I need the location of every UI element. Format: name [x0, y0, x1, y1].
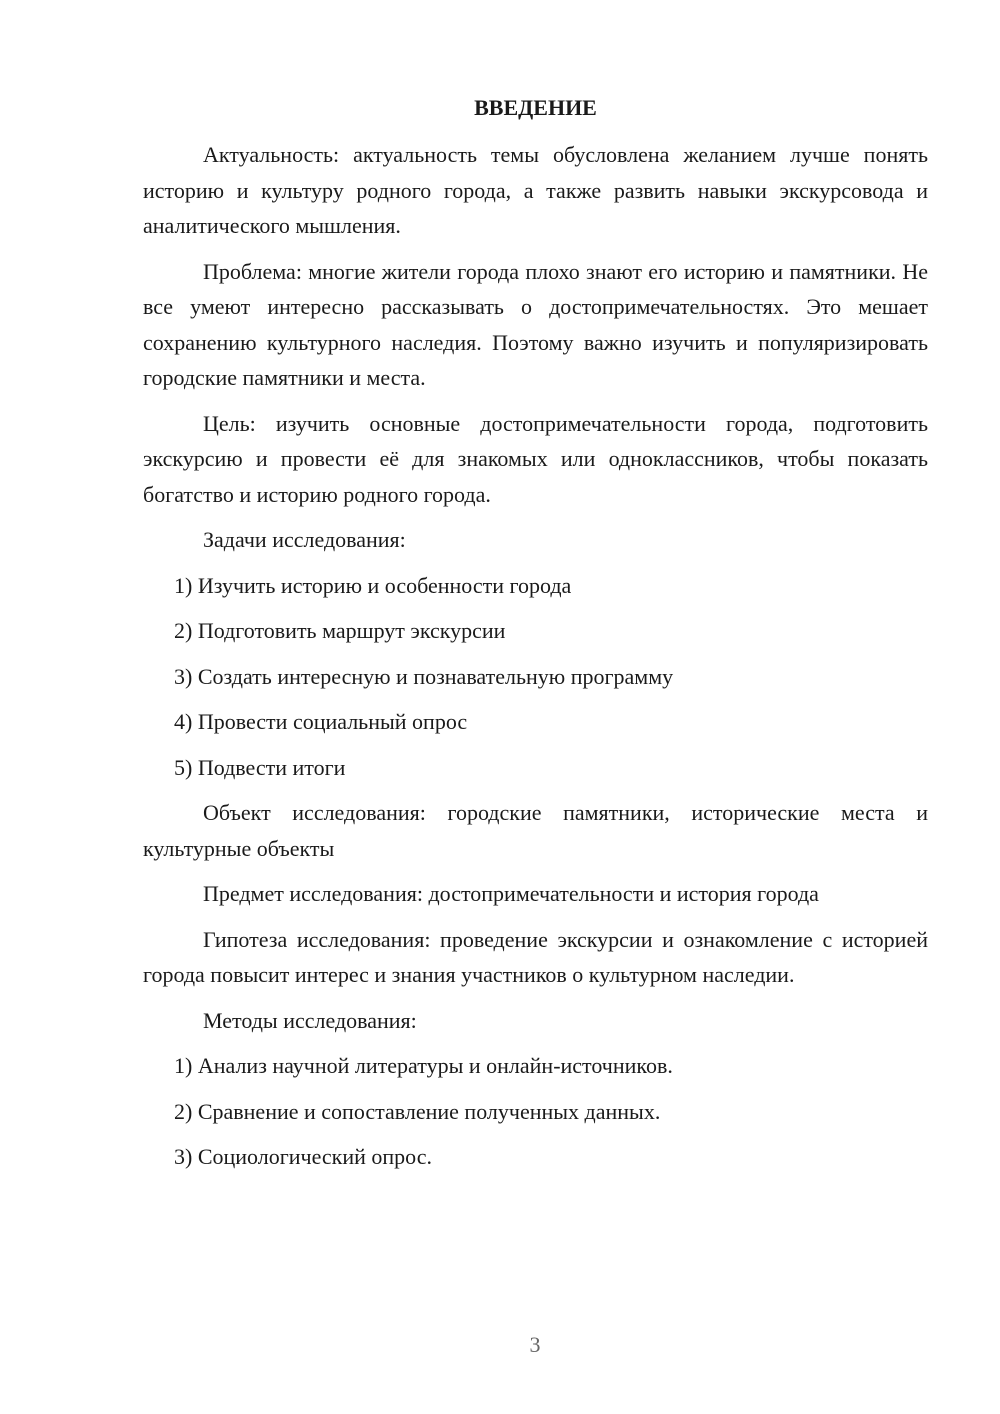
list-item: 3) Социологический опрос.	[174, 1144, 432, 1169]
page-title: ВВЕДЕНИЕ	[474, 95, 597, 120]
methods-heading: Методы исследования:	[203, 1007, 417, 1033]
hypothesis-paragraph: Гипотеза исследования: проведение экскурсии и ознакомление с историей города повысит интерес и знания участников о культурном наследии.	[143, 926, 928, 987]
methods-list	[143, 1048, 928, 1175]
tasks-heading: Задачи исследования:	[203, 527, 406, 552]
object-paragraph: Объект исследования: городские памятники, исторические места и культурные объекты	[143, 800, 928, 861]
list-item: 2) Подготовить маршрут экскурсии	[174, 618, 506, 643]
problem-paragraph: Проблема: многие жители города плохо знают его историю и памятники. Не все умеют интересно рассказывать о достопримечательностях. Это мешает сохранению культурного наследия. Поэтому важно изучить и популяризировать городские памятники и места.	[143, 258, 928, 390]
list-item: 1) Изучить историю и особенности города	[174, 572, 572, 598]
list-item: 3) Создать интересную и познавательную программу	[174, 663, 674, 689]
list-item: 4) Провести социальный опрос	[174, 709, 468, 734]
subject-paragraph: Предмет исследования: достопримечательности и история города	[203, 881, 819, 906]
document-body	[143, 88, 928, 1185]
list-item: 5) Подвести итоги	[174, 754, 346, 780]
list-item: 1) Анализ научной литературы и онлайн-источников.	[174, 1053, 673, 1078]
list-item: 2) Сравнение и сопоставление полученных данных.	[174, 1098, 661, 1124]
page-number: 3	[529, 1332, 541, 1357]
tasks-list	[143, 568, 928, 786]
goal-paragraph: Цель: изучить основные достопримечательности города, подготовить экскурсию и провести её для знакомых или одноклассников, чтобы показать богатство и историю родного города.	[143, 410, 928, 507]
relevance-paragraph: Актуальность: актуальность темы обусловлена желанием лучше понять историю и культуру родного города, а также развить навыки экскурсовода и аналитического мышления.	[143, 142, 928, 238]
